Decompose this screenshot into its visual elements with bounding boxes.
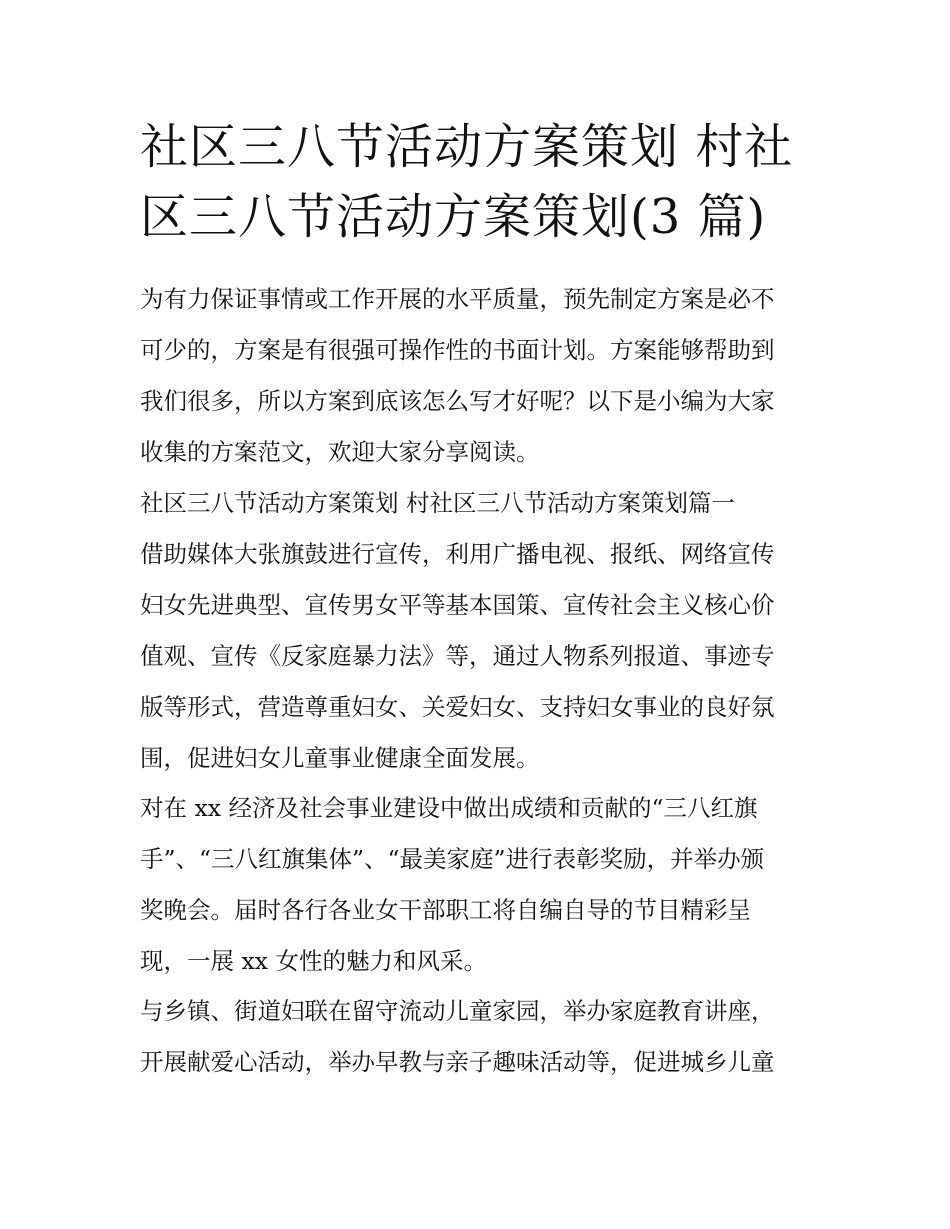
intro-paragraph: [140, 274, 775, 478]
text-line: 为有力保证事情或工作开展的水平质量，预先制定方案是必不: [140, 285, 775, 313]
body-paragraph-publicity: [140, 529, 775, 784]
text-line: 奖晚会。届时各行各业女干部职工将自编自导的节目精彩呈: [140, 896, 751, 924]
text-line: 版等形式，营造尊重妇女、关爱妇女、支持妇女事业的良好氛: [140, 693, 775, 721]
text-line: 与乡镇、街道妇联在留守流动儿童家园，举办家庭教育讲座，: [140, 997, 775, 1025]
body-paragraph-children: [140, 986, 775, 1088]
text-line: 借助媒体大张旗鼓进行宣传，利用广播电视、报纸、网络宣传: [140, 540, 775, 568]
text-line: 开展献爱心活动，举办早教与亲子趣味活动等，促进城乡儿童: [140, 1048, 775, 1076]
text-line: 值观、宣传《反家庭暴力法》等，通过人物系列报道、事迹专: [140, 642, 775, 670]
section-heading: [140, 478, 735, 529]
text-line: 收集的方案范文，欢迎大家分享阅读。: [140, 438, 540, 466]
text-line: 对在 xx 经济及社会事业建设中做出成绩和贡献的“三八红旗: [140, 794, 758, 822]
title-line: 区三八节活动方案策划(3 篇): [140, 189, 767, 245]
text-line: 围，促进妇女儿童事业健康全面发展。: [140, 744, 540, 772]
text-line: 手”、“三八红旗集体”、“最美家庭”进行表彰奖励，并举办颁: [140, 845, 765, 873]
text-line: 现，一展 xx 女性的魅力和风采。: [140, 947, 487, 975]
title-line: 社区三八节活动方案策划 村社: [140, 119, 794, 175]
text-line: 我们很多，所以方案到底该怎么写才好呢？以下是小编为大家: [140, 387, 775, 415]
body-paragraph-awards: [140, 783, 764, 987]
document-title: [140, 112, 820, 252]
text-line: 妇女先进典型、宣传男女平等基本国策、宣传社会主义核心价: [140, 591, 775, 619]
text-line: 可少的，方案是有很强可操作性的书面计划。方案能够帮助到: [140, 336, 775, 364]
text-line: 社区三八节活动方案策划 村社区三八节活动方案策划篇一: [140, 489, 735, 517]
